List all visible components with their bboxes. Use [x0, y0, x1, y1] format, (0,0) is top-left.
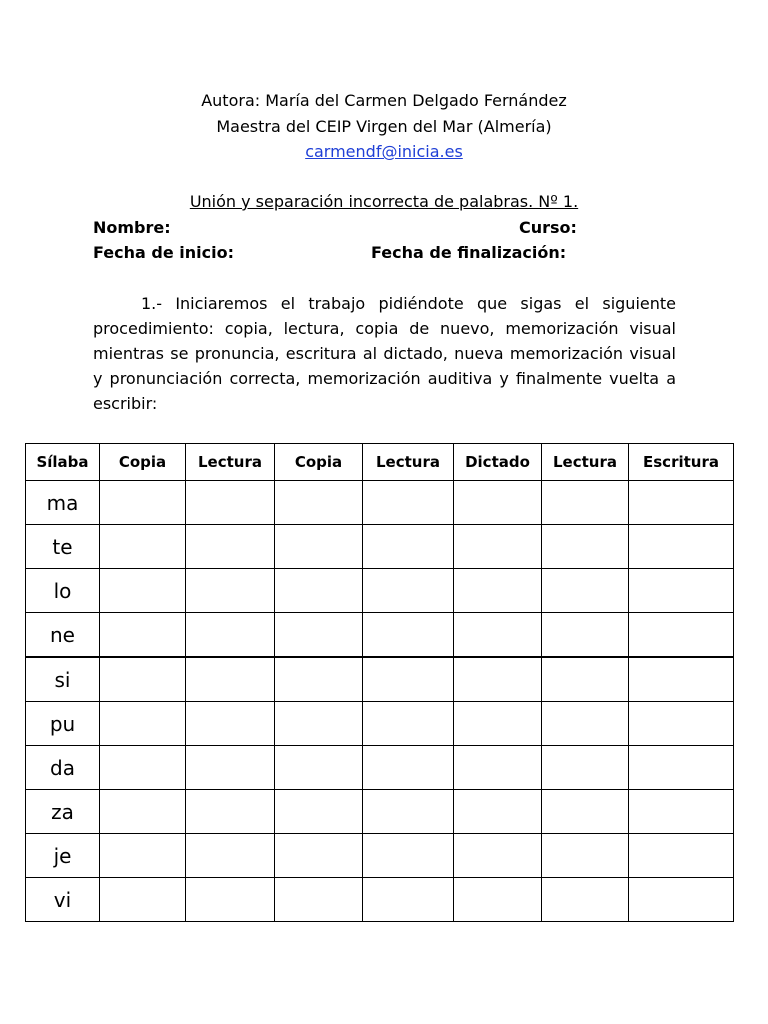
writing-cell[interactable]: [454, 657, 542, 702]
writing-cell[interactable]: [454, 702, 542, 746]
writing-cell[interactable]: [186, 525, 275, 569]
syllable-cell: si: [26, 657, 100, 702]
worksheet-title-line: [0, 192, 768, 212]
course-label: Curso:: [519, 218, 577, 237]
writing-cell[interactable]: [542, 657, 629, 702]
syllable-cell: lo: [26, 569, 100, 613]
writing-cell[interactable]: [186, 746, 275, 790]
table-row: [26, 834, 734, 878]
syllable-cell: za: [26, 790, 100, 834]
writing-cell[interactable]: [363, 481, 454, 525]
syllable-cell: da: [26, 746, 100, 790]
header-copia-2: Copia: [275, 444, 363, 481]
writing-cell[interactable]: [363, 525, 454, 569]
syllable-cell: te: [26, 525, 100, 569]
writing-cell[interactable]: [275, 569, 363, 613]
syllable-practice-table: [25, 443, 734, 922]
author-line: Autora: María del Carmen Delgado Fernández: [201, 91, 567, 110]
header-silaba: Sílaba: [26, 444, 100, 481]
header-copia: Copia: [100, 444, 186, 481]
table-row: [26, 657, 734, 702]
header-lectura-3: Lectura: [542, 444, 629, 481]
writing-cell[interactable]: [186, 834, 275, 878]
table-header-row: [26, 444, 734, 481]
writing-cell[interactable]: [363, 657, 454, 702]
writing-cell[interactable]: [100, 525, 186, 569]
table-row: [26, 702, 734, 746]
writing-cell[interactable]: [629, 702, 734, 746]
writing-cell[interactable]: [542, 525, 629, 569]
writing-cell[interactable]: [454, 790, 542, 834]
writing-cell[interactable]: [542, 834, 629, 878]
writing-cell[interactable]: [275, 834, 363, 878]
writing-cell[interactable]: [186, 613, 275, 658]
writing-cell[interactable]: [100, 834, 186, 878]
instructions-text: 1.- Iniciaremos el trabajo pidiéndote que sigas el siguiente procedimiento: copia, lectura, copia de nuevo, memorización visual mientras se pronuncia, escritura al dictado, nueva memorización visual y pronunciación correcta, memorización auditiva y finalmente vuelta a escribir:: [93, 294, 676, 413]
writing-cell[interactable]: [363, 613, 454, 658]
writing-cell[interactable]: [629, 834, 734, 878]
writing-cell[interactable]: [542, 613, 629, 658]
writing-cell[interactable]: [629, 790, 734, 834]
writing-cell[interactable]: [542, 702, 629, 746]
writing-cell[interactable]: [275, 525, 363, 569]
table-row: [26, 613, 734, 658]
writing-cell[interactable]: [363, 702, 454, 746]
writing-cell[interactable]: [629, 613, 734, 658]
email-line: [0, 142, 768, 162]
writing-cell[interactable]: [454, 746, 542, 790]
email-link[interactable]: carmendf@inicia.es: [305, 142, 463, 161]
teacher-position-line: Maestra del CEIP Virgen del Mar (Almería): [216, 117, 552, 136]
writing-cell[interactable]: [186, 481, 275, 525]
writing-cell[interactable]: [275, 746, 363, 790]
table-row: [26, 525, 734, 569]
header-dictado: Dictado: [454, 444, 542, 481]
writing-cell[interactable]: [363, 834, 454, 878]
writing-cell[interactable]: [542, 481, 629, 525]
writing-cell[interactable]: [186, 569, 275, 613]
writing-cell[interactable]: [629, 878, 734, 922]
writing-cell[interactable]: [542, 569, 629, 613]
writing-cell[interactable]: [542, 878, 629, 922]
writing-cell[interactable]: [186, 657, 275, 702]
writing-cell[interactable]: [186, 790, 275, 834]
writing-cell[interactable]: [100, 569, 186, 613]
writing-cell[interactable]: [100, 746, 186, 790]
writing-cell[interactable]: [629, 746, 734, 790]
writing-cell[interactable]: [275, 702, 363, 746]
syllable-cell: je: [26, 834, 100, 878]
writing-cell[interactable]: [629, 569, 734, 613]
header-lectura-2: Lectura: [363, 444, 454, 481]
writing-cell[interactable]: [454, 878, 542, 922]
writing-cell[interactable]: [629, 481, 734, 525]
writing-cell[interactable]: [629, 525, 734, 569]
writing-cell[interactable]: [186, 702, 275, 746]
end-date-label: Fecha de finalización:: [371, 243, 567, 262]
writing-cell[interactable]: [454, 613, 542, 658]
instructions-paragraph: [93, 291, 676, 416]
writing-cell[interactable]: [100, 790, 186, 834]
writing-cell[interactable]: [363, 878, 454, 922]
writing-cell[interactable]: [542, 746, 629, 790]
writing-cell[interactable]: [275, 878, 363, 922]
writing-cell[interactable]: [275, 481, 363, 525]
writing-cell[interactable]: [100, 613, 186, 658]
syllable-cell: pu: [26, 702, 100, 746]
writing-cell[interactable]: [454, 525, 542, 569]
syllable-cell: vi: [26, 878, 100, 922]
writing-cell[interactable]: [100, 702, 186, 746]
worksheet-title: Unión y separación incorrecta de palabras. Nº 1.: [189, 192, 579, 211]
writing-cell[interactable]: [629, 657, 734, 702]
table-row: [26, 790, 734, 834]
header-escritura: Escritura: [629, 444, 734, 481]
table-row: [26, 746, 734, 790]
writing-cell[interactable]: [186, 878, 275, 922]
writing-cell[interactable]: [363, 790, 454, 834]
table-row: [26, 481, 734, 525]
writing-cell[interactable]: [100, 878, 186, 922]
writing-cell[interactable]: [275, 790, 363, 834]
name-label: Nombre:: [93, 218, 171, 237]
writing-cell[interactable]: [454, 569, 542, 613]
writing-cell[interactable]: [542, 790, 629, 834]
syllable-cell: ne: [26, 613, 100, 658]
writing-cell[interactable]: [363, 569, 454, 613]
syllable-cell: ma: [26, 481, 100, 525]
writing-cell[interactable]: [275, 613, 363, 658]
writing-cell[interactable]: [100, 657, 186, 702]
writing-cell[interactable]: [275, 657, 363, 702]
writing-cell[interactable]: [100, 481, 186, 525]
table-row: [26, 878, 734, 922]
start-date-label: Fecha de inicio:: [93, 243, 234, 262]
writing-cell[interactable]: [454, 834, 542, 878]
writing-cell[interactable]: [454, 481, 542, 525]
writing-cell[interactable]: [363, 746, 454, 790]
table-row: [26, 569, 734, 613]
header-lectura: Lectura: [186, 444, 275, 481]
